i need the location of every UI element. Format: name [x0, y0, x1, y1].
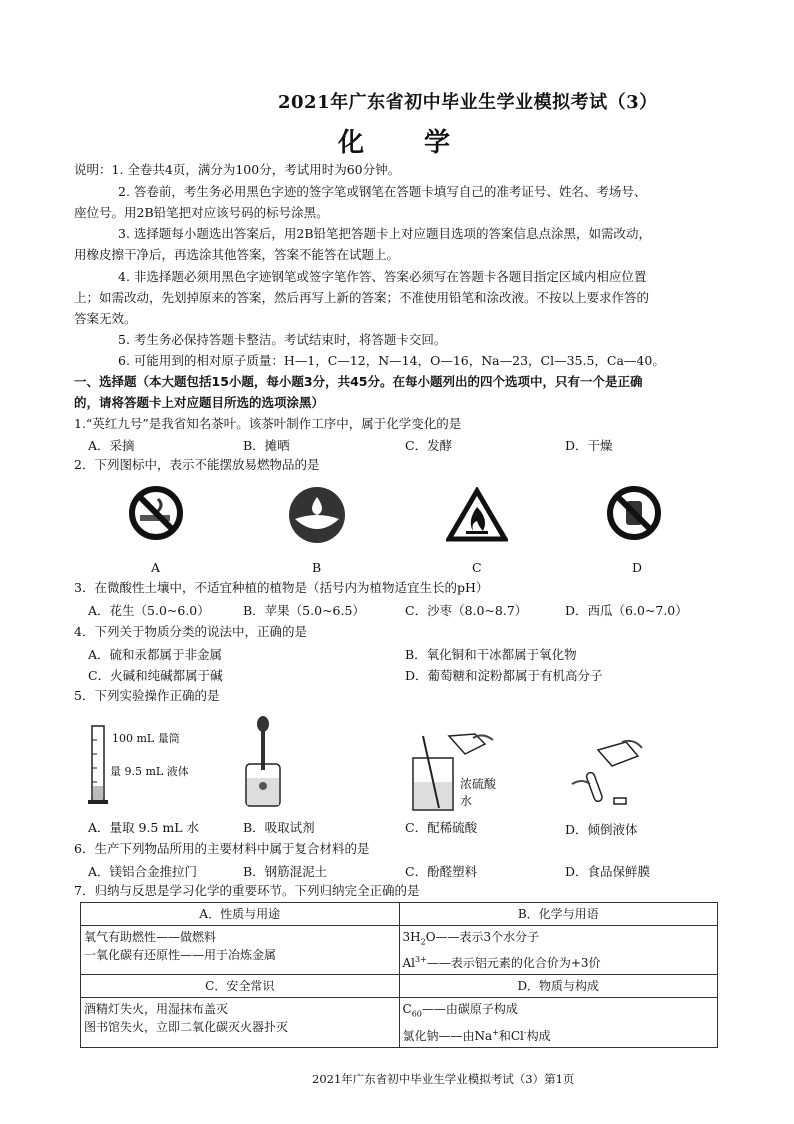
q4-option-d: D．葡萄糖和淀粉都属于有机高分子 — [405, 668, 603, 683]
instruction-line: 4. 非选择题必须用黑色字迹钢笔或签字笔作答、答案必须写在答题卡各题目指定区域内相应位置 — [118, 269, 647, 284]
q5-option-c: C．配稀硫酸 — [405, 820, 478, 835]
formula-part: 氯化钠——由Na — [402, 1028, 493, 1043]
formula-part: 3H — [402, 930, 421, 944]
q6-option-c: C．酚醛塑料 — [405, 864, 478, 879]
instruction-line: 座位号。用2B铅笔把对应该号码的标号涂黑。 — [74, 205, 329, 220]
instruction-line: 答案无效。 — [74, 311, 137, 326]
instruction-line: 6. 可能用到的相对原子质量：H—1，C—12，N—14，O—16，Na—23，Cl—35.5，Ca—40。 — [118, 353, 665, 368]
q5-option-a: A．量取 9.5 mL 水 — [88, 820, 199, 835]
q7-a-line: 一氧化碳有还原性——用于冶炼金属 — [84, 948, 277, 962]
question-7-stem: 7．归纳与反思是学习化学的重要环节。下列归纳完全正确的是 — [74, 883, 420, 898]
q7-c-line: 图书馆失火，立即二氧化碳灭火器扑灭 — [84, 1020, 289, 1035]
q3-option-b: B．苹果（5.0~6.5） — [243, 603, 365, 618]
q1-option-b: B．摊晒 — [243, 438, 290, 453]
q2-label-a: A — [151, 560, 161, 575]
question-2-stem: 2．下列图标中，表示不能摆放易燃物品的是 — [74, 457, 320, 472]
q7-cell-a-head: A．性质与用途 — [81, 903, 400, 926]
q7-cell-b-head: B．化学与用语 — [399, 903, 718, 926]
formula-superscript: + — [492, 1027, 499, 1037]
formula-subscript: 60 — [411, 1009, 422, 1019]
instruction-line: 2. 答卷前，考生务必用黑色字迹的签字笔或钢笔在答题卡填写自己的准考证号、姓名、考场号、 — [118, 184, 647, 199]
formula-part: Al — [402, 956, 416, 971]
no-flammables-sign-icon — [606, 485, 662, 541]
q7-summary-table — [80, 902, 718, 1048]
q7-cell-d-body — [399, 998, 718, 1047]
formula-part: O——表示3个水分子 — [425, 930, 540, 944]
pour-liquid-illustration — [562, 736, 646, 816]
subject-title: 化学 — [338, 128, 511, 158]
q7-a-line: 氧气有助燃性——做燃料 — [84, 930, 217, 944]
dilute-acid-illustration — [403, 730, 503, 814]
q4-option-c: C．火碱和纯碱都属于碱 — [88, 668, 223, 683]
page-footer: 2021年广东省初中毕业生学业模拟考试（3）第1页 — [312, 1072, 575, 1086]
q7-cell-d-head: D．物质与构成 — [399, 975, 718, 998]
question-3-stem: 3．在微酸性土壤中，不适宜种植的植物是（括号内为植物适宜生长的pH） — [74, 580, 489, 595]
section-heading: 一、选择题（本大题包括15小题，每小题3分，共45分。在每小题列出的四个选项中，只有一个是正确 — [74, 374, 643, 389]
instruction-line: 3. 选择题每小题选出答案后，用2B铅笔把答题卡上对应题目选项的答案信息点涂黑，如需改动， — [118, 226, 652, 241]
question-6-stem: 6．生产下列物品所用的主要材料中属于复合材料的是 — [74, 841, 370, 856]
instruction-line: 5. 考生务必保持答题卡整洁。考试结束时，将答题卡交回。 — [118, 332, 447, 347]
q6-option-b: B．钢筋混泥土 — [243, 864, 328, 879]
liquid-volume-label: 量 9.5 mL 液体 — [110, 765, 189, 778]
formula-superscript: - — [523, 1027, 527, 1037]
acid-label: 浓硫酸 — [460, 777, 497, 791]
formula-superscript: 3+ — [415, 955, 427, 965]
q2-label-d: D — [632, 560, 643, 575]
exam-title: 2021年广东省初中毕业生学业模拟考试（3） — [278, 92, 658, 113]
q4-option-a: A．硫和汞都属于非金属 — [88, 647, 223, 662]
section-heading: 的，请将答题卡上对应题目所选的选项涂黑） — [74, 395, 325, 410]
q3-option-c: C．沙枣（8.0~8.7） — [405, 603, 528, 618]
q3-option-a: A．花生（5.0~6.0） — [88, 603, 210, 618]
formula-part: ——表示铝元素的化合价为+3价 — [426, 956, 601, 971]
formula-part: C — [402, 1002, 412, 1017]
q7-cell-c-head: C．安全常识 — [81, 975, 400, 998]
flammable-warning-sign-icon — [446, 487, 508, 543]
instruction-line: 说明：1. 全卷共4页，满分为100分，考试用时为60分钟。 — [74, 162, 401, 177]
q1-option-c: C．发酵 — [405, 438, 453, 453]
instruction-line: 用橡皮擦干净后，再选涂其他答案，答案不能答在试题上。 — [74, 247, 400, 262]
formula-part: 构成 — [526, 1028, 551, 1043]
formula-part: 和Cl — [498, 1028, 524, 1043]
q6-option-a: A．镁铝合金推拉门 — [88, 864, 198, 879]
formula-subscript: 2 — [420, 937, 426, 947]
instruction-line: 上；如需改动，先划掉原来的答案，然后再写上新的答案；不准使用铅笔和涂改液。不按以上要求作答的 — [74, 290, 650, 305]
question-4-stem: 4．下列关于物质分类的说法中，正确的是 — [74, 624, 307, 639]
q5-option-b: B．吸取试剂 — [243, 820, 315, 835]
q6-option-d: D．食品保鲜膜 — [565, 864, 651, 879]
toxic-substance-sign-icon — [287, 485, 347, 545]
question-1-stem: 1.“英红九号”是我省知名茶叶。该茶叶制作工序中，属于化学变化的是 — [74, 416, 462, 431]
dropper-bottle-illustration — [240, 716, 286, 812]
q7-d-line — [403, 1000, 715, 1023]
formula-part: ——由碳原子构成 — [421, 1002, 518, 1017]
q2-label-c: C — [472, 560, 482, 575]
q7-c-line: 酒精灯失火，用湿抹布盖灭 — [84, 1002, 229, 1017]
q7-cell-a-body — [81, 926, 400, 975]
q7-cell-b-body — [399, 926, 718, 975]
q7-cell-c-body — [81, 998, 400, 1047]
q4-option-b: B．氧化铜和干冰都属于氧化物 — [405, 647, 577, 662]
cylinder-label: 100 mL 量筒 — [112, 732, 180, 745]
q2-label-b: B — [312, 560, 322, 575]
question-5-stem: 5．下列实验操作正确的是 — [74, 688, 220, 703]
q1-option-d: D．干燥 — [565, 438, 613, 453]
water-label: 水 — [460, 794, 473, 808]
q5-option-d: D．倾倒液体 — [565, 822, 638, 837]
q7-d-line — [403, 1024, 715, 1045]
q7-b-line — [403, 951, 715, 972]
q3-option-d: D．西瓜（6.0~7.0） — [565, 603, 688, 618]
q1-option-a: A．采摘 — [88, 438, 135, 453]
no-smoking-sign-icon — [128, 485, 184, 541]
q7-b-line — [403, 928, 715, 951]
